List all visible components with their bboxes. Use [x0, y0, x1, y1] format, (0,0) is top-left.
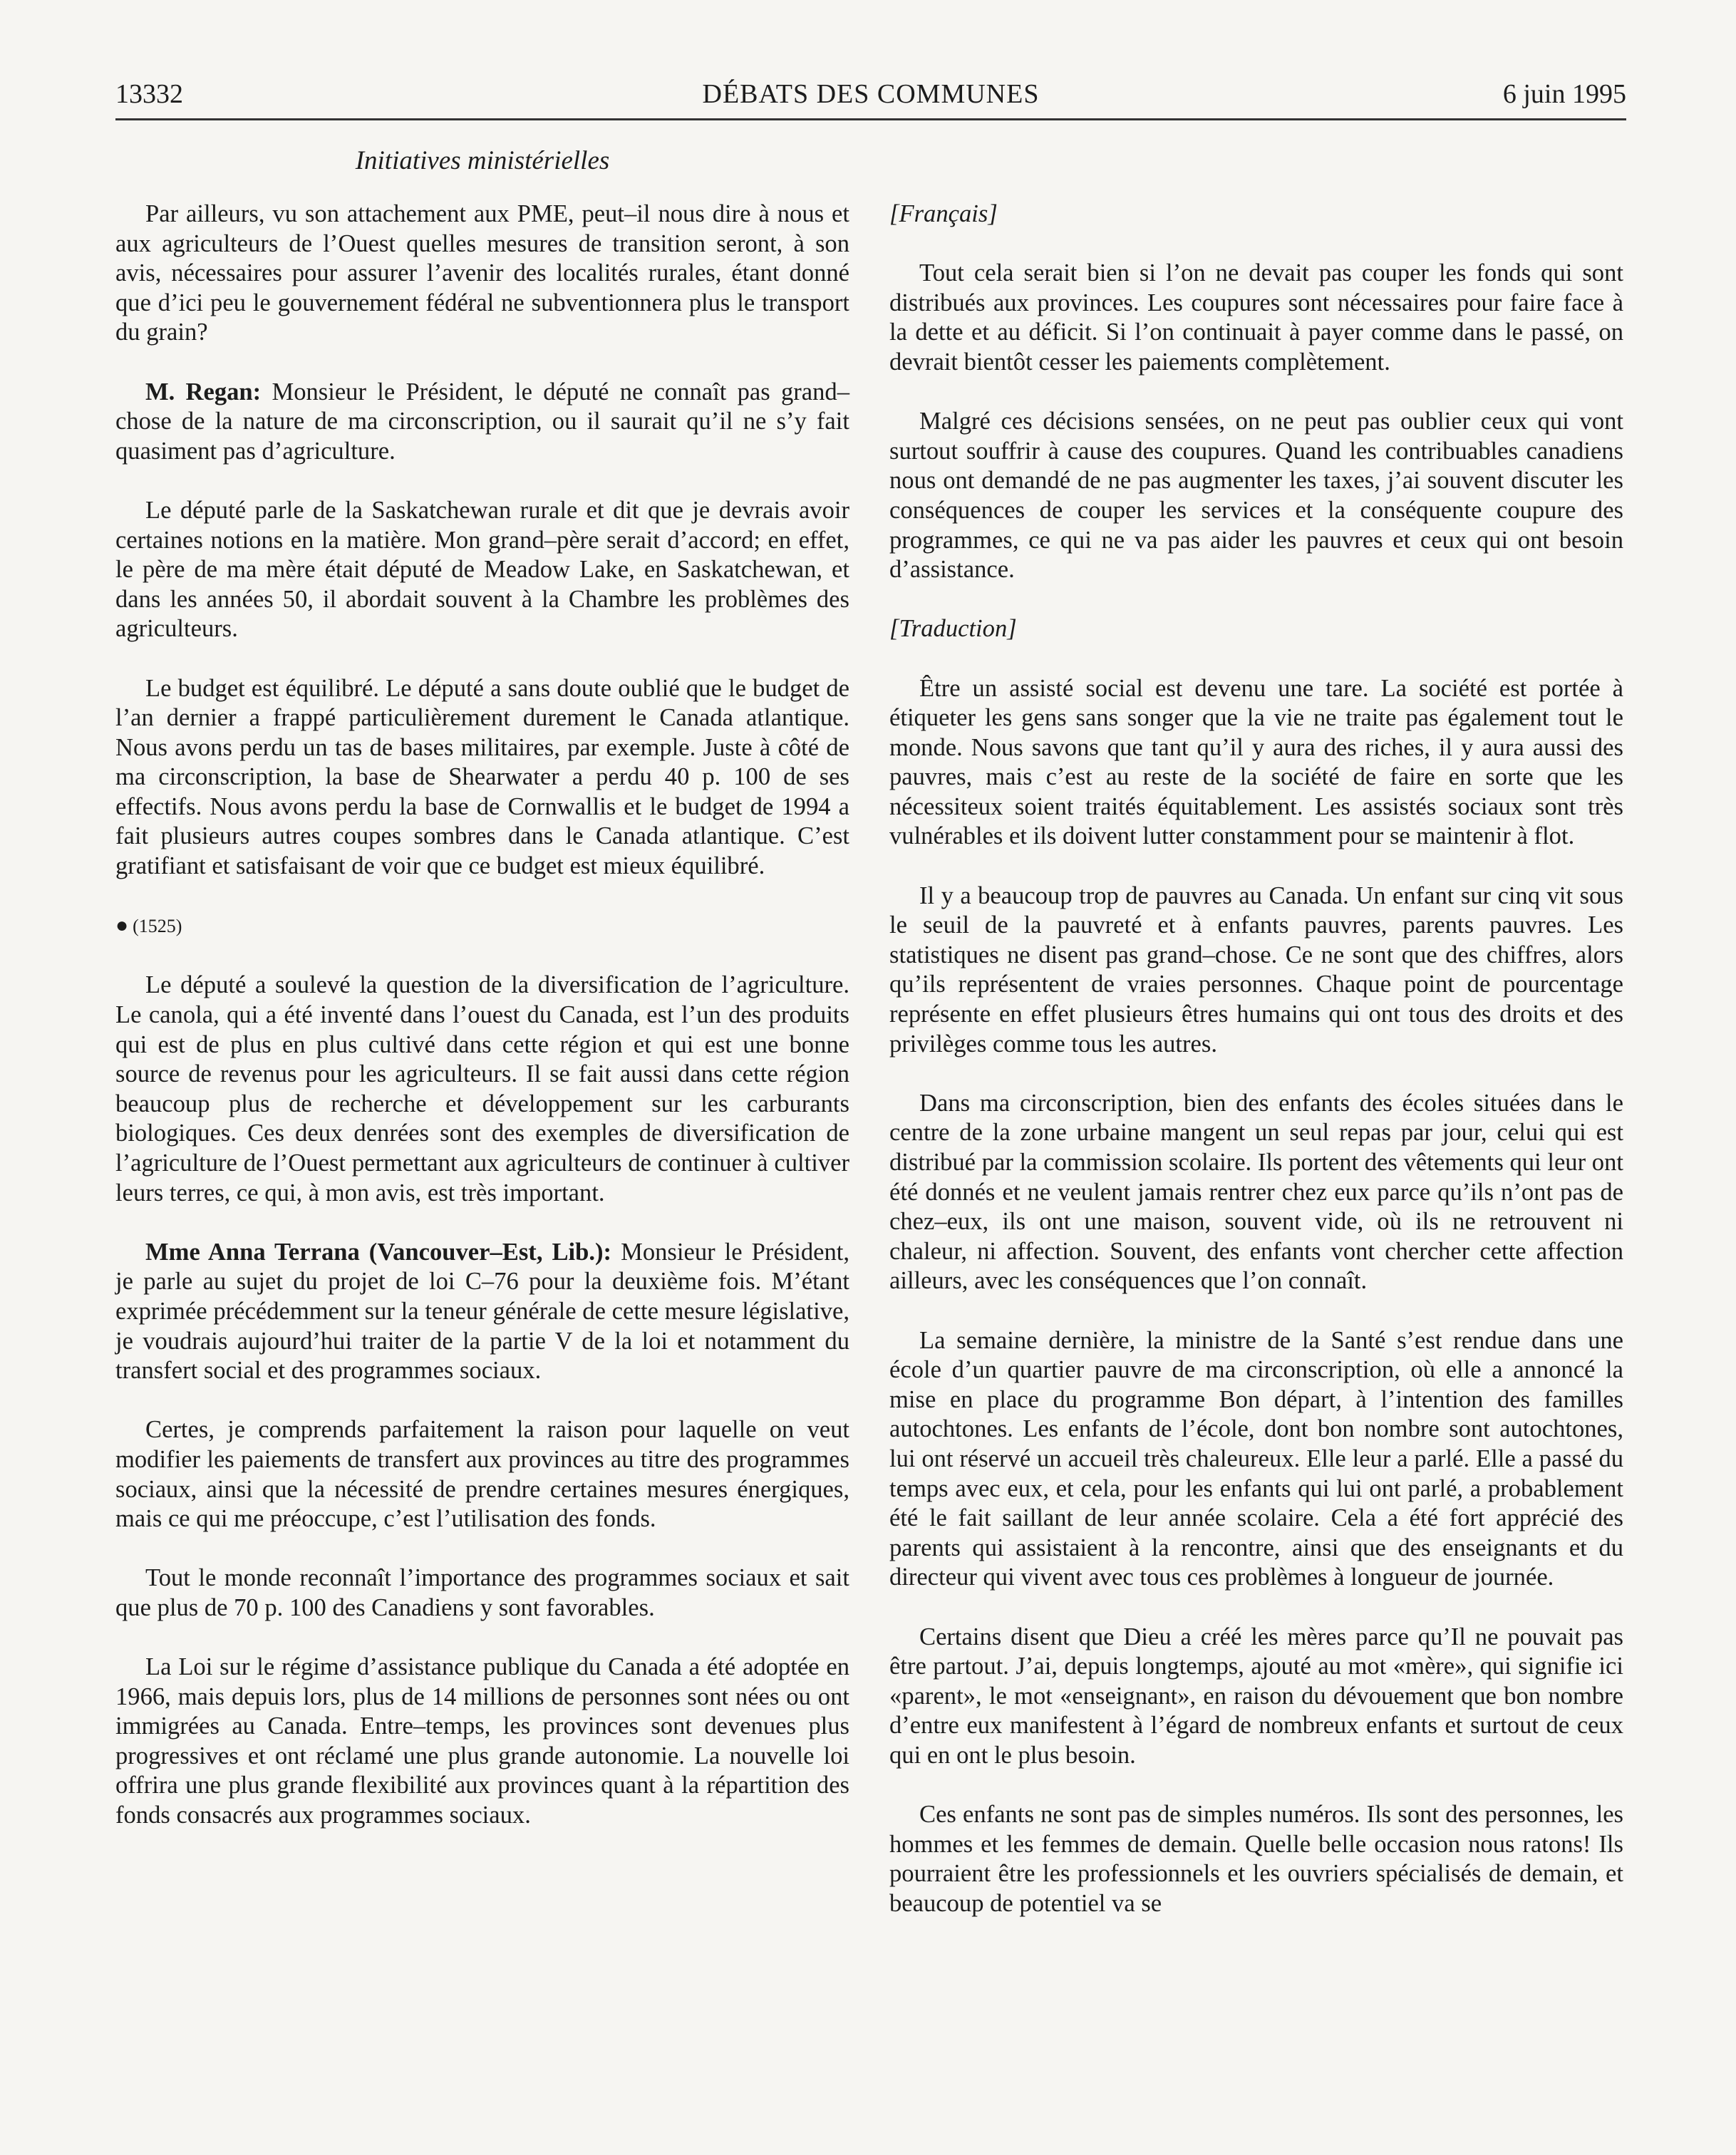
page-header: [115, 73, 1626, 115]
paragraph: Dans ma circonscription, bien des enfants des écoles situées dans le centre de la zone urbaine mangent un seul repas par jour, celui qui est distribué par la commission scolaire. Ils portent des vêtements qui leur ont été donnés et ne veulent jamais rentrer chez eux parce qu’ils n’ont pas de chez–eux, ils ont une maison, souvent vide, où ils ne retrouvent ni chaleur, ni affection. Souvent, des enfants vont chercher cette affection ailleurs, avec les conséquences que l’on connaît.: [889, 1089, 1623, 1295]
publication-title: DÉBATS DES COMMUNES: [702, 79, 1040, 109]
language-tag: [Français]: [889, 200, 998, 227]
paragraph: Être un assisté social est devenu une tare. La société est portée à étiqueter les gens sans songer que la vie ne traite pas également tout le monde. Nous savons que tant qu’il y aura des riches, il y aura aussi des pauvres, mais c’est au reste de la société de faire en sorte que les nécessiteux soient traités équitablement. Les assistés sociaux sont très vulnérables et ils doivent lutter constamment pour se maintenir à flot.: [889, 674, 1623, 850]
speech-text: Monsieur le Président, je parle au sujet du projet de loi C–76 pour la deuxième fois. M’étant exprimée précédemment sur la teneur générale de cette mesure législative, je voudrais aujourd’hui traiter de la partie V de la loi et notamment du transfert social et des programmes sociaux.: [115, 1238, 849, 1385]
paragraph: Le député parle de la Saskatchewan rurale et dit que je devrais avoir certaines notions en la matière. Mon grand–père serait d’accord; en effet, le père de ma mère était député de Meadow Lake, en Saskatchewan, et dans les années 50, il abordait souvent à la Chambre les problèmes des agriculteurs.: [115, 496, 849, 643]
paragraph: Le député a soulevé la question de la diversification de l’agriculture. Le canola, qui a été inventé dans l’ouest du Canada, est l’un des produits qui est de plus en plus cultivé dans cette région et qui est une bonne source de revenus pour les agriculteurs. Il se fait aussi dans cette région beaucoup plus de recherche et développement sur les carburants biologiques. Ces deux denrées sont des exemples de diversification de l’agriculture de l’Ouest permettant aux agriculteurs de continuer à cultiver leurs terres, ce qui, à mon avis, est très important.: [115, 971, 849, 1206]
paragraph: Tout le monde reconnaît l’importance des programmes sociaux et sait que plus de 70 p. 100 des Canadiens y sont favorables.: [115, 1564, 849, 1621]
paragraph: Le budget est équilibré. Le député a sans doute oublié que le budget de l’an dernier a frappé particulièrement durement le Canada atlantique. Nous avons perdu un tas de bases militaires, par exemple. Juste à côté de ma circonscription, la base de Shearwater a perdu 40 p. 100 de ses effectifs. Nous avons perdu la base de Cornwallis et le budget de 1994 a fait plusieurs autres coupes sombres dans le Canada atlantique. C’est gratifiant et satisfaisant de voir que ce budget est mieux équilibré.: [115, 674, 849, 880]
paragraph: Malgré ces décisions sensées, on ne peut pas oublier ceux qui vont surtout souffrir à cause des coupures. Quand les contribuables canadiens nous ont demandé de ne pas augmenter les taxes, j’ai souvent discuter les conséquences de couper les services et la conséquente coupure des programmes, ce qui ne va pas aider les pauvres et ceux qui ont besoin d’assistance.: [889, 408, 1623, 584]
paragraph: Il y a beaucoup trop de pauvres au Canada. Un enfant sur cinq vit sous le seuil de la pauvreté et à enfants pauvres, parents pauvres. Les statistiques ne disent pas grand–chose. Ce ne sont que des chiffres, alors qu’ils représentent de vraies personnes. Chaque point de pourcentage représente en effet plusieurs êtres humains qui ont tous des droits et des privilèges comme tous les autres.: [889, 882, 1623, 1058]
time-marker-text: (1525): [133, 916, 182, 937]
bullet-icon: ●: [115, 914, 129, 938]
left-column: [115, 200, 849, 1860]
paragraph: Certes, je comprends parfaitement la raison pour laquelle on veut modifier les paiements de transfert aux provinces au titre des programmes sociaux, ainsi que la nécessité de prendre certaines mesures énergiques, mais ce qui me préoccupe, c’est l’utilisation des fonds.: [115, 1416, 849, 1533]
speaker-name: M. Regan:: [145, 378, 262, 405]
speaker-name: Mme Anna Terrana (Vancouver–Est, Lib.):: [145, 1238, 612, 1266]
paragraph: [115, 378, 849, 467]
speech-text: Monsieur le Président, le député ne connaît pas grand–chose de la nature de ma circonscription, ou il saurait qu’il ne s’y fait quasiment pas d’agriculture.: [115, 378, 849, 465]
paragraph: [115, 1238, 849, 1386]
paragraph: Par ailleurs, vu son attachement aux PME, peut–il nous dire à nous et aux agriculteurs de l’Ouest quelles mesures de transition seront, à son avis, nécessaires pour assurer l’avenir des localités rurales, étant donné que d’ici peu le gouvernement fédéral ne subventionnera plus le transport du grain?: [115, 200, 849, 346]
section-title: Initiatives ministérielles: [355, 146, 610, 175]
language-tag: [Traduction]: [889, 615, 1017, 643]
paragraph: Certains disent que Dieu a créé les mères parce qu’Il ne pouvait pas être partout. J’ai, depuis longtemps, ajouté au mot «mère», qui signifie ici «parent», le mot «enseignant», en raison du dévouement que bon nombre d’entre eux manifestent à l’égard de nombreux enfants et surtout de ceux qui en ont le plus besoin.: [889, 1623, 1623, 1769]
paragraph: Tout cela serait bien si l’on ne devait pas couper les fonds qui sont distribués aux provinces. Les coupures sont nécessaires pour faire face à la dette et au déficit. Si l’on continuait à payer comme dans le passé, on devrait bientôt cesser les paiements complètement.: [889, 259, 1623, 376]
paragraph: La Loi sur le régime d’assistance publique du Canada a été adoptée en 1966, mais depuis lors, plus de 14 millions de personnes sont nées ou ont immigrées au Canada. Entre–temps, les provinces sont devenues plus progressives et ont réclamé une plus grande autonomie. La nouvelle loi offrira une plus grande flexibilité aux provinces quant à la répartition des fonds consacrés aux programmes sociaux.: [115, 1653, 849, 1829]
header-rule: [115, 118, 1626, 120]
page-number: 13332: [115, 79, 183, 109]
publication-date: 6 juin 1995: [1502, 79, 1626, 109]
paragraph: Ces enfants ne sont pas de simples numéros. Ils sont des personnes, les hommes et les femmes de demain. Quelle belle occasion nous ratons! Ils pourraient être les professionnels et les ouvriers spécialisés de demain, et beaucoup de potentiel va se: [889, 1801, 1623, 1917]
time-marker: [115, 911, 849, 941]
right-column: [889, 200, 1623, 1948]
paragraph: La semaine dernière, la ministre de la Santé s’est rendue dans une école d’un quartier pauvre de ma circonscription, où elle a annoncé la mise en place du programme Bon départ, à l’intention des familles autochtones. Les enfants de l’école, dont bon nombre sont autochtones, lui ont réservé un accueil très chaleureux. Elle leur a parlé. Elle a passé du temps avec eux, et cela, pour les enfants qui lui ont parlé, a probablement été le fait saillant de leur année scolaire. Cela a été fort apprécié des parents qui assistaient à la rencontre, ainsi que des enseignants et du directeur qui vivent avec tous ces problèmes à longueur de journée.: [889, 1326, 1623, 1591]
